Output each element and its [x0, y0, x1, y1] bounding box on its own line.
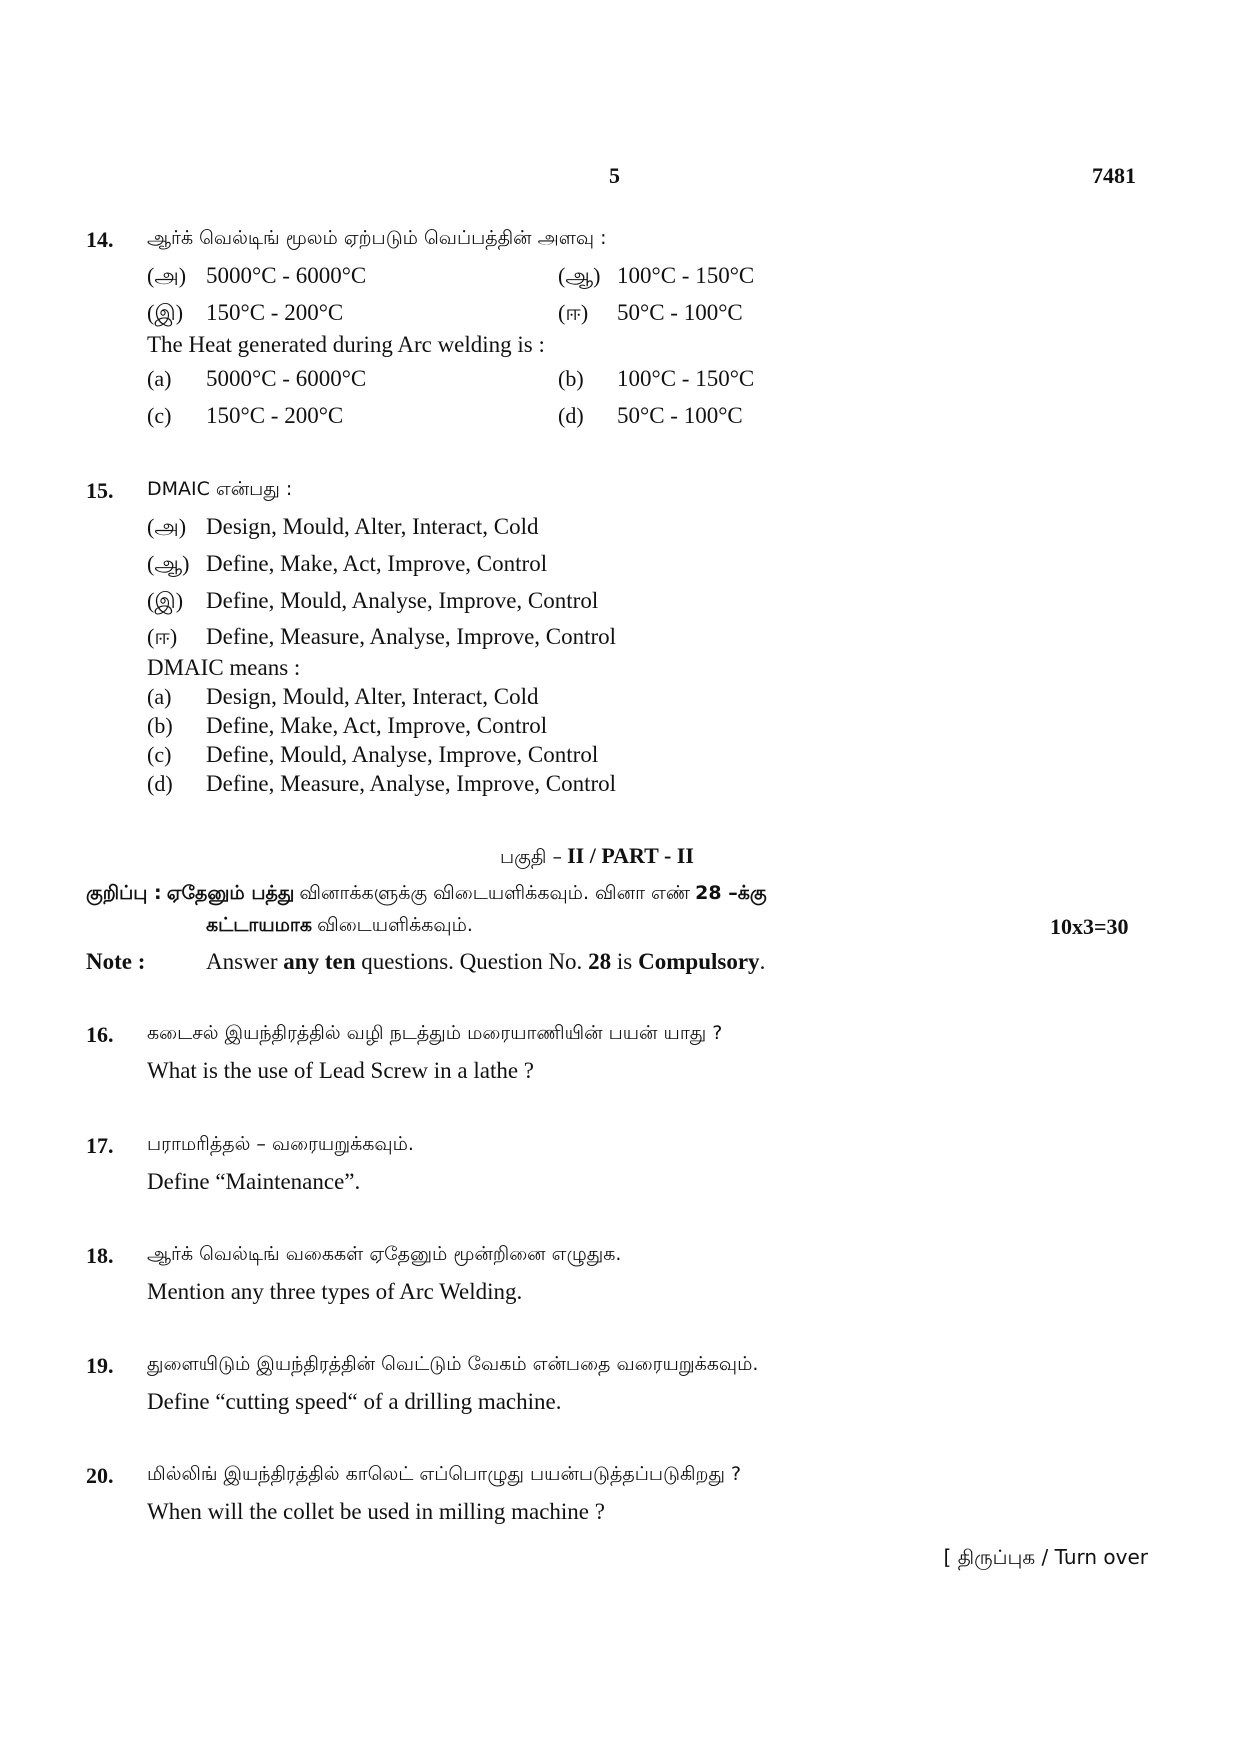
marks-allocation: 10x3=30 — [1050, 914, 1129, 939]
question-number: 18. — [86, 1243, 114, 1268]
option-text: Design, Mould, Alter, Interact, Cold — [206, 514, 539, 539]
note-english-emphasis: Compulsory — [638, 949, 760, 974]
option-label: (a) — [147, 684, 172, 709]
option-label-tamil: (ஆ) — [558, 263, 601, 288]
option-label-tamil: (ஆ) — [147, 551, 190, 576]
question-number: 17. — [86, 1133, 114, 1158]
note-english-text: is — [616, 949, 633, 974]
option-text: Define, Mould, Analyse, Improve, Control — [206, 588, 599, 613]
question-text-tamil: ஆர்க் வெல்டிங் வகைகள் ஏதேனும் மூன்றினை எழுதுக. — [147, 1243, 622, 1265]
question-text-tamil: துளையிடும் இயந்திரத்தின் வெட்டும் வேகம் என்பதை வரையறுக்கவும். — [147, 1353, 759, 1375]
option-label: (d) — [147, 771, 173, 796]
option-label-tamil: (இ) — [147, 588, 184, 613]
option-text: 100°C - 150°C — [617, 366, 755, 391]
part-heading — [500, 843, 694, 871]
note-tamil-label: குறிப்பு : — [86, 882, 162, 904]
note-tamil-emphasis: கட்டாயமாக — [206, 914, 312, 936]
question-text-tamil: மில்லிங் இயந்திரத்தில் காலெட் எப்பொழுது பயன்படுத்தப்படுகிறது ? — [147, 1463, 742, 1485]
question-number: 14. — [86, 227, 114, 252]
page-number: 5 — [609, 163, 620, 188]
note-english-text: Answer — [206, 949, 278, 974]
option-label-tamil: (இ) — [147, 300, 184, 325]
option-label: (c) — [147, 403, 172, 428]
option-text: Define, Make, Act, Improve, Control — [206, 551, 548, 576]
note-english-label: Note : — [86, 949, 146, 974]
note-tamil-line2 — [206, 914, 473, 939]
option-label: (b) — [147, 713, 173, 738]
option-text: 50°C - 100°C — [617, 300, 743, 325]
option-text: Define, Mould, Analyse, Improve, Control — [206, 742, 599, 767]
option-text: Design, Mould, Alter, Interact, Cold — [206, 684, 539, 709]
option-text: 5000°C - 6000°C — [206, 366, 367, 391]
question-number: 20. — [86, 1463, 114, 1488]
turn-over: [ திருப்புக / Turn over — [943, 1545, 1148, 1569]
note-english-text: questions. Question No. — [361, 949, 583, 974]
question-text-english: Mention any three types of Arc Welding. — [147, 1279, 523, 1304]
note-tamil — [86, 882, 767, 907]
option-label-tamil: (அ) — [147, 263, 187, 288]
note-tamil-emphasis: ஏதேனும் பத்து — [166, 882, 295, 904]
option-label-tamil: (ஈ) — [558, 300, 589, 325]
part-heading-english: II / PART - II — [567, 843, 694, 868]
note-english — [206, 949, 765, 975]
option-label: (a) — [147, 366, 172, 391]
option-label: (c) — [147, 742, 172, 767]
note-english-emphasis: any ten — [283, 949, 356, 974]
option-text: 150°C - 200°C — [206, 300, 344, 325]
option-label: (b) — [558, 366, 584, 391]
option-text: 150°C - 200°C — [206, 403, 344, 428]
note-tamil-text: வினாக்களுக்கு விடையளிக்கவும். வினா எண் — [299, 882, 691, 904]
option-text: Define, Measure, Analyse, Improve, Control — [206, 771, 617, 796]
option-label-tamil: (ஈ) — [147, 624, 178, 649]
note-english-text: . — [759, 949, 766, 974]
option-text: Define, Measure, Analyse, Improve, Control — [206, 624, 617, 649]
question-text-tamil: கடைசல் இயந்திரத்தில் வழி நடத்தும் மரையாணியின் பயன் யாது ? — [147, 1022, 723, 1044]
question-text-english: DMAIC means : — [147, 655, 301, 680]
question-number: 16. — [86, 1022, 114, 1047]
option-label-tamil: (அ) — [147, 514, 187, 539]
question-text-english: Define “cutting speed“ of a drilling machine. — [147, 1389, 562, 1414]
option-label: (d) — [558, 403, 584, 428]
part-heading-tamil: பகுதி – — [500, 846, 563, 868]
question-text-tamil: பராமரித்தல் – வரையறுக்கவும். — [147, 1133, 414, 1155]
note-english-emphasis: 28 — [588, 949, 612, 974]
note-tamil-text: விடையளிக்கவும். — [317, 914, 473, 936]
option-text: 5000°C - 6000°C — [206, 263, 367, 288]
paper-code: 7481 — [1092, 163, 1136, 188]
question-text-tamil: DMAIC என்பது : — [147, 478, 293, 500]
question-text-tamil: ஆர்க் வெல்டிங் மூலம் ஏற்படும் வெப்பத்தின் அளவு : — [147, 227, 607, 249]
option-text: 50°C - 100°C — [617, 403, 743, 428]
note-tamil-emphasis: 28 –க்கு — [695, 882, 767, 904]
question-text-english: Define “Maintenance”. — [147, 1169, 361, 1194]
question-text-english: When will the collet be used in milling machine ? — [147, 1499, 605, 1524]
question-number: 15. — [86, 478, 114, 503]
question-number: 19. — [86, 1353, 114, 1378]
option-text: 100°C - 150°C — [617, 263, 755, 288]
question-text-english: What is the use of Lead Screw in a lathe ? — [147, 1058, 535, 1083]
question-text-english: The Heat generated during Arc welding is : — [147, 332, 545, 357]
option-text: Define, Make, Act, Improve, Control — [206, 713, 548, 738]
